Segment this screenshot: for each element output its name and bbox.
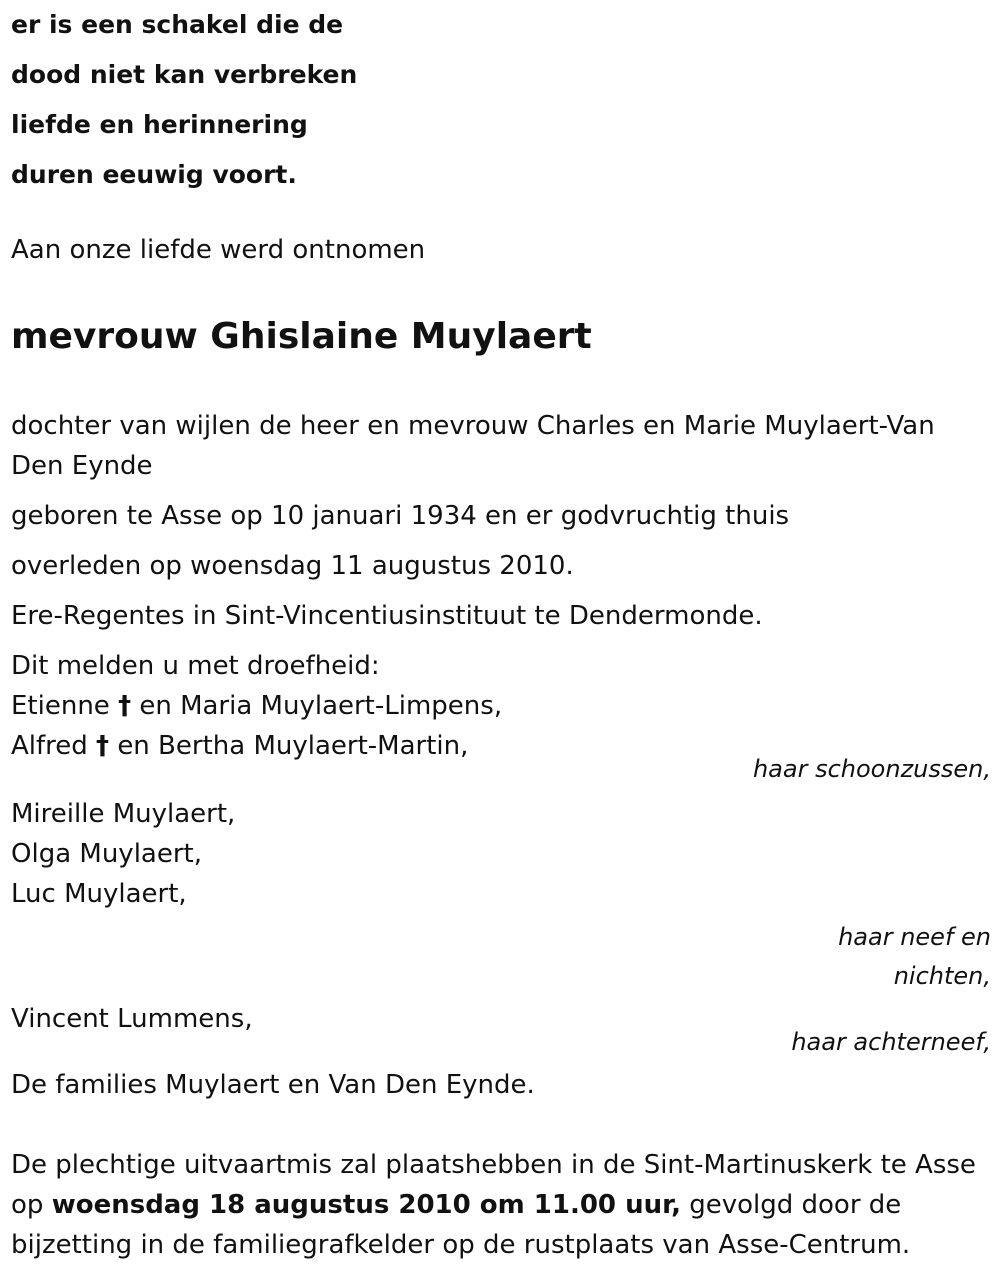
memorial-poem [11,0,991,200]
birth-text: geboren te Asse op 10 januari 1934 en er godvruchtig thuis [11,501,790,531]
poem-line-2: dood niet kan verbreken [11,60,358,89]
role-neef-nichten-line-2: nichten, [893,962,991,990]
role-schoonzussen: haar schoonzussen, [752,755,991,783]
families-text: De families Muylaert en Van Den Eynde. [11,1070,535,1100]
role-achterneef: haar achterneef, [791,1028,991,1056]
poem-line-1: er is een schakel die de [11,10,344,39]
member-rest: en Maria Muylaert-Limpens, [139,691,503,721]
family-member-etienne [11,686,991,726]
cross-icon: † [96,731,110,761]
member-first-name: Alfred [11,731,88,761]
parents-text: dochter van wijlen de heer en mevrouw Charles en Marie Muylaert-Van Den Eynde [11,411,935,481]
funeral-text-after: gevolgd door de bijzetting in de familiegrafkelder op de rustplaats van Asse-Centrum. [11,1190,911,1260]
family-member: Mireille Muylaert, [11,799,236,829]
deceased-name: mevrouw Ghislaine Muylaert [11,316,592,357]
poem-line-4: duren eeuwig voort. [11,160,297,189]
family-list [11,646,991,1105]
poem-line-3: liefde en herinnering [11,110,308,139]
funeral-date-time: woensdag 18 augustus 2010 om 11.00 uur, [51,1190,681,1220]
role-neef-nichten-line-1: haar neef en [838,923,991,951]
family-member: Vincent Lummens, [11,1004,253,1034]
title-text: Ere-Regentes in Sint-Vincentiusinstituut te Dendermonde. [11,601,763,631]
intro-text: Aan onze liefde werd ontnomen [11,235,426,265]
member-first-name: Etienne [11,691,110,721]
family-member: Luc Muylaert, [11,879,187,909]
death-text: overleden op woensdag 11 augustus 2010. [11,551,574,581]
funeral-details [11,1145,991,1265]
family-member: Olga Muylaert, [11,839,202,869]
cross-icon: † [118,691,132,721]
member-rest: en Bertha Muylaert-Martin, [117,731,469,761]
funeral-text-before: De plechtige uitvaartmis zal plaatshebben in de Sint-Martinuskerk te Asse op [11,1150,976,1220]
announcement-intro: Dit melden u met droefheid: [11,651,380,681]
obituary-notice [11,0,991,1265]
